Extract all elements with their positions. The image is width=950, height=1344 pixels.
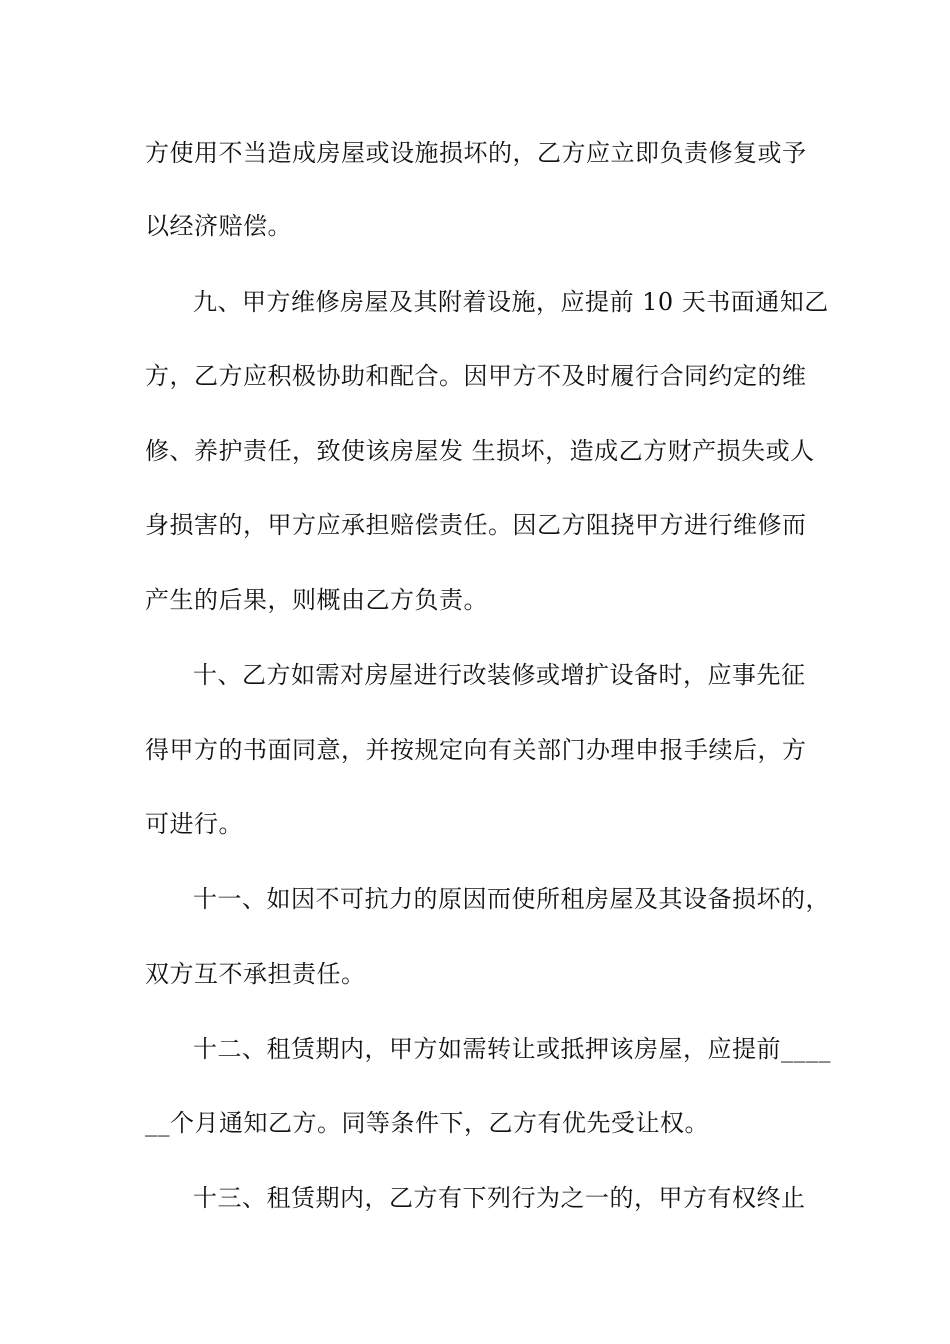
paragraph-start-12: 十二、租赁期内，甲方如需转让或抵押该房屋，应提前____ xyxy=(193,1035,831,1063)
paragraph-start-11: 十一、如因不可抗力的原因而使所租房屋及其设备损坏的， xyxy=(193,885,830,913)
text-line: __个月通知乙方。同等条件下，乙方有优先受让权。 xyxy=(145,1109,709,1137)
text-line: 以经济赔偿。 xyxy=(145,212,292,240)
text-line: 产生的后果，则概由乙方负责。 xyxy=(145,586,488,614)
text-line: 修、养护责任，致使该房屋发 生损坏，造成乙方财产损失或人 xyxy=(145,437,815,465)
text-line: 得甲方的书面同意，并按规定向有关部门办理申报手续后，方 xyxy=(145,736,807,764)
paragraph-start-10: 十、乙方如需对房屋进行改装修或增扩设备时，应事先征 xyxy=(193,661,806,689)
text-line: 身损害的，甲方应承担赔偿责任。因乙方阻挠甲方进行维修而 xyxy=(145,511,807,539)
text-line: 双方互不承担责任。 xyxy=(145,960,366,988)
text-line: 方使用不当造成房屋或设施损坏的，乙方应立即负责修复或予 xyxy=(145,139,807,167)
paragraph-start-13: 十三、租赁期内，乙方有下列行为之一的，甲方有权终止 xyxy=(193,1184,806,1212)
paragraph-start-9: 九、甲方维修房屋及其附着设施，应提前 10 天书面通知乙 xyxy=(193,288,829,316)
text-line: 可进行。 xyxy=(145,810,243,838)
text-line: 方，乙方应积极协助和配合。因甲方不及时履行合同约定的维 xyxy=(145,362,807,390)
